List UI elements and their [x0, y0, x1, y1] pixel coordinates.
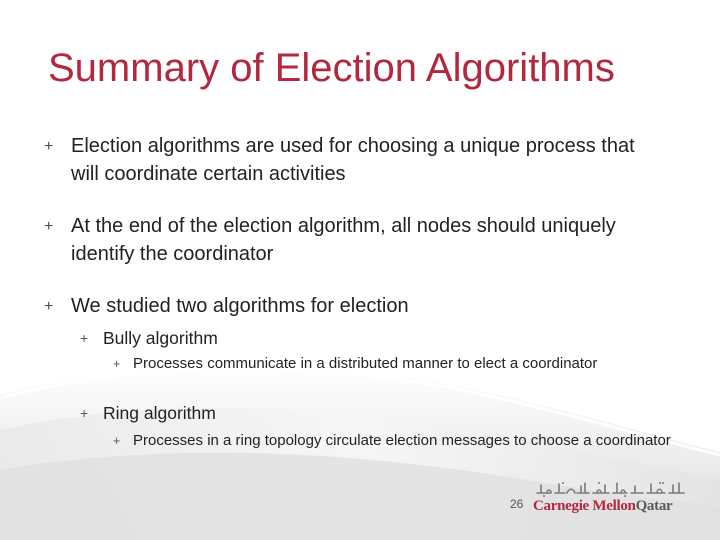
sub-sub-bullet-ring-description — [113, 430, 683, 452]
bullet-text: Bully algorithm — [103, 328, 218, 348]
sub-bullet-ring — [80, 402, 640, 424]
bullet-election-end — [44, 212, 644, 268]
cmu-qatar-logo — [533, 480, 688, 520]
plus-bullet-icon: + — [44, 138, 54, 155]
arabic-wordmark-icon — [533, 480, 688, 498]
bullet-text: Processes in a ring topology circulate election messages to choose a coordinator — [133, 432, 671, 449]
plus-bullet-icon: + — [80, 405, 89, 421]
page-number: 26 — [510, 497, 524, 511]
sub-bullet-bully — [80, 327, 640, 349]
bullet-text: We studied two algorithms for election — [71, 295, 409, 317]
logo-name-part1: Carnegie Mellon — [533, 498, 636, 514]
slide-title: Summary of Election Algorithms — [48, 46, 615, 90]
plus-bullet-icon: + — [113, 434, 121, 448]
bullet-text: Processes communicate in a distributed manner to elect a coordinator — [133, 355, 598, 372]
bullet-election-definition — [44, 132, 644, 188]
bullet-two-algorithms — [44, 292, 644, 320]
logo-wordmark — [533, 498, 672, 515]
logo-name-part2: Qatar — [635, 498, 673, 514]
plus-bullet-icon: + — [113, 357, 121, 371]
sub-sub-bullet-bully-description — [113, 353, 683, 375]
plus-bullet-icon: + — [80, 330, 89, 346]
bullet-text: Election algorithms are used for choosing a unique process that will coordinate certain activities — [71, 135, 635, 185]
bullet-text: At the end of the election algorithm, all nodes should uniquely identify the coordinator — [71, 215, 616, 265]
plus-bullet-icon: + — [44, 298, 54, 315]
bullet-text: Ring algorithm — [103, 403, 216, 423]
plus-bullet-icon: + — [44, 218, 54, 235]
